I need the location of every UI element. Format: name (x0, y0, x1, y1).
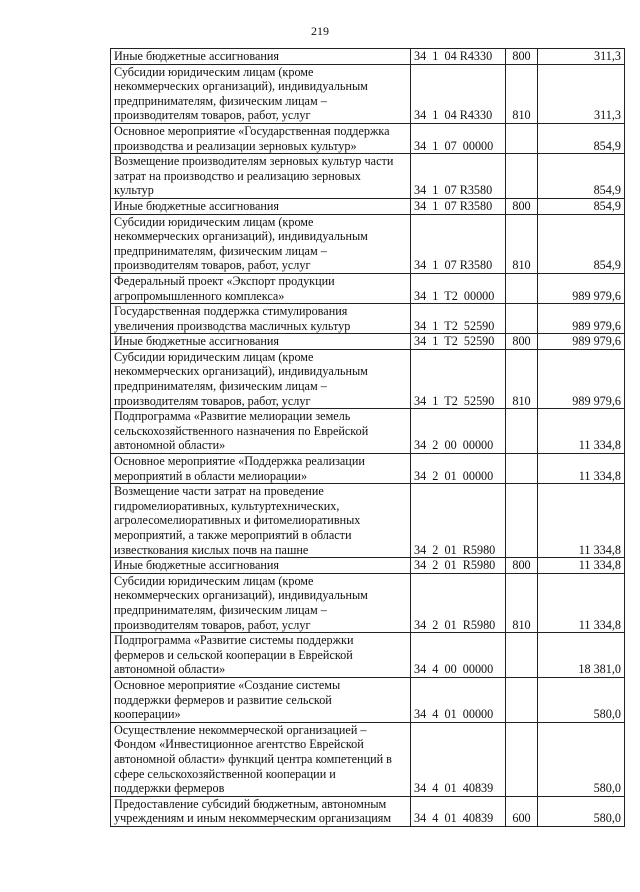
row-name-line: производителям товаров, работ, услуг (114, 258, 311, 273)
row-name-line: Возмещение части затрат на проведение (114, 484, 324, 499)
row-expense-type-cell: 600 (506, 796, 538, 826)
row-code-cell: 34 2 00 00000 (411, 409, 506, 454)
row-name-line: гидромелиоративных, культуртехнических, (114, 498, 340, 513)
row-name-cell (111, 154, 411, 199)
row-sum-cell: 580,0 (538, 796, 625, 826)
row-name-line: Субсидии юридическим лицам (кроме (114, 349, 314, 364)
table-row (111, 304, 625, 334)
row-name-line: автономной области» (114, 662, 226, 677)
row-expense-type-cell (506, 484, 538, 558)
row-name-cell (111, 796, 411, 826)
row-sum-cell: 854,9 (538, 123, 625, 153)
table-row (111, 573, 625, 632)
row-name-cell (111, 214, 411, 273)
row-name-cell (111, 304, 411, 334)
row-sum-cell: 18 381,0 (538, 633, 625, 678)
row-sum-cell: 989 979,6 (538, 349, 625, 408)
row-name-line: культур (114, 183, 154, 198)
row-name-line: мероприятий, а также мероприятий в области (114, 528, 352, 542)
row-name-line: затрат на производство и реализацию зерновых (114, 168, 361, 183)
row-name-line: Предоставление субсидий бюджетным, автономным (114, 796, 387, 811)
row-name-line: Осуществление некоммерческой организацией – (114, 722, 367, 737)
row-code-cell: 34 1 T2 52590 (411, 349, 506, 408)
row-name-line: предпринимателям, физическим лицам – (114, 379, 327, 394)
row-name-line: Основное мероприятие «Поддержка реализации (114, 454, 365, 469)
budget-table-body (111, 49, 625, 827)
table-row (111, 273, 625, 303)
row-name-line: фермеров и сельской кооперации в Еврейской (114, 647, 353, 662)
row-name-line: Федеральный проект «Экспорт продукции (114, 273, 335, 288)
row-name-line: Иные бюджетные ассигнования (114, 334, 280, 349)
row-code-cell: 34 2 01 R5980 (411, 573, 506, 632)
row-code-cell: 34 4 00 00000 (411, 633, 506, 678)
row-expense-type-cell: 800 (506, 198, 538, 214)
table-row (111, 796, 625, 826)
row-sum-cell: 854,9 (538, 214, 625, 273)
row-sum-cell: 580,0 (538, 677, 625, 722)
row-name-line: некоммерческих организаций), индивидуальным (114, 229, 368, 244)
row-name-line: учреждениям и иным некоммерческим организациям (114, 811, 392, 826)
row-code-cell: 34 4 01 00000 (411, 677, 506, 722)
row-expense-type-cell: 800 (506, 558, 538, 574)
row-code-cell: 34 2 01 R5980 (411, 484, 506, 558)
row-name-line: Основное мероприятие «Государственная поддержка (114, 123, 390, 138)
row-expense-type-cell (506, 677, 538, 722)
row-name-cell (111, 633, 411, 678)
table-row (111, 49, 625, 65)
row-name-cell (111, 334, 411, 350)
row-code-cell: 34 4 01 40839 (411, 722, 506, 796)
row-sum-cell: 989 979,6 (538, 273, 625, 303)
row-expense-type-cell (506, 123, 538, 153)
row-expense-type-cell: 810 (506, 573, 538, 632)
table-row (111, 633, 625, 678)
row-sum-cell: 989 979,6 (538, 334, 625, 350)
row-name-cell (111, 198, 411, 214)
row-name-line: Иные бюджетные ассигнования (114, 198, 280, 213)
row-name-line: агропромышленного комплекса» (114, 288, 285, 303)
row-code-cell: 34 2 01 R5980 (411, 558, 506, 574)
row-expense-type-cell: 800 (506, 334, 538, 350)
row-sum-cell: 580,0 (538, 722, 625, 796)
row-expense-type-cell: 810 (506, 349, 538, 408)
budget-table (110, 48, 625, 827)
row-code-cell: 34 1 07 00000 (411, 123, 506, 153)
row-code-cell: 34 1 04 R4330 (411, 64, 506, 123)
row-name-line: увеличения производства масличных культур (114, 318, 351, 333)
row-name-cell (111, 123, 411, 153)
row-name-line: предпринимателям, физическим лицам – (114, 602, 327, 617)
row-name-cell (111, 558, 411, 574)
row-name-line: Иные бюджетные ассигнования (114, 49, 280, 63)
row-code-cell: 34 1 T2 52590 (411, 334, 506, 350)
row-name-line: некоммерческих организаций), индивидуальным (114, 364, 368, 379)
table-row (111, 484, 625, 558)
table-row (111, 214, 625, 273)
row-name-cell (111, 349, 411, 408)
row-name-line: известкования кислых почв на пашне (114, 542, 309, 557)
row-name-line: предпринимателям, физическим лицам – (114, 243, 327, 258)
row-name-line: автономной области» (114, 438, 226, 453)
row-sum-cell: 11 334,8 (538, 484, 625, 558)
row-name-line: производства и реализации зерновых культур» (114, 138, 357, 153)
row-name-cell (111, 49, 411, 65)
row-name-line: Возмещение производителям зерновых культур части (114, 154, 394, 169)
table-row (111, 123, 625, 153)
row-sum-cell: 11 334,8 (538, 409, 625, 454)
row-code-cell: 34 1 T2 00000 (411, 273, 506, 303)
row-expense-type-cell (506, 454, 538, 484)
table-row (111, 198, 625, 214)
row-name-line: Подпрограмма «Развитие мелиорации земель (114, 409, 351, 424)
row-expense-type-cell (506, 633, 538, 678)
row-name-line: агролесомелиоративных и фитомелиоративных (114, 513, 361, 528)
row-name-line: поддержки фермеров (114, 781, 225, 796)
row-expense-type-cell (506, 722, 538, 796)
row-name-line: кооперации» (114, 707, 181, 722)
row-expense-type-cell (506, 304, 538, 334)
row-name-line: Субсидии юридическим лицам (кроме (114, 64, 314, 79)
row-code-cell: 34 1 07 R3580 (411, 214, 506, 273)
row-code-cell: 34 2 01 00000 (411, 454, 506, 484)
row-expense-type-cell (506, 409, 538, 454)
row-code-cell: 34 1 07 R3580 (411, 154, 506, 199)
table-row (111, 64, 625, 123)
row-name-line: Основное мероприятие «Создание системы (114, 677, 341, 692)
row-name-line: производителям товаров, работ, услуг (114, 393, 311, 408)
row-name-cell (111, 677, 411, 722)
row-sum-cell: 11 334,8 (538, 558, 625, 574)
row-name-cell (111, 454, 411, 484)
table-row (111, 722, 625, 796)
row-name-cell (111, 64, 411, 123)
row-sum-cell: 989 979,6 (538, 304, 625, 334)
row-sum-cell: 854,9 (538, 198, 625, 214)
row-sum-cell: 11 334,8 (538, 454, 625, 484)
row-name-line: некоммерческих организаций), индивидуальным (114, 588, 368, 603)
row-sum-cell: 311,3 (538, 49, 625, 65)
row-code-cell: 34 1 T2 52590 (411, 304, 506, 334)
row-name-line: некоммерческих организаций), индивидуальным (114, 79, 368, 94)
row-name-cell (111, 409, 411, 454)
row-name-cell (111, 573, 411, 632)
row-expense-type-cell: 800 (506, 49, 538, 65)
row-code-cell: 34 1 04 R4330 (411, 49, 506, 65)
row-name-line: Подпрограмма «Развитие системы поддержки (114, 633, 354, 648)
row-name-line: Субсидии юридическим лицам (кроме (114, 573, 314, 588)
row-sum-cell: 11 334,8 (538, 573, 625, 632)
table-row (111, 677, 625, 722)
row-sum-cell: 854,9 (538, 154, 625, 199)
row-name-line: предпринимателям, физическим лицам – (114, 93, 327, 108)
row-expense-type-cell (506, 154, 538, 199)
row-name-cell (111, 722, 411, 796)
row-name-line: Государственная поддержка стимулирования (114, 304, 348, 319)
row-sum-cell: 311,3 (538, 64, 625, 123)
row-name-line: поддержки фермеров и развитие сельской (114, 692, 332, 707)
row-name-line: сфере сельскохозяйственной кооперации и (114, 766, 336, 781)
row-name-line: автономной области» функций центра компетенций в (114, 751, 392, 766)
row-code-cell: 34 4 01 40839 (411, 796, 506, 826)
table-row (111, 558, 625, 574)
row-name-line: производителям товаров, работ, услуг (114, 108, 311, 123)
row-name-cell (111, 273, 411, 303)
table-row (111, 334, 625, 350)
row-name-line: производителям товаров, работ, услуг (114, 617, 311, 632)
row-expense-type-cell: 810 (506, 214, 538, 273)
row-expense-type-cell: 810 (506, 64, 538, 123)
row-name-cell (111, 484, 411, 558)
row-name-line: Иные бюджетные ассигнования (114, 558, 280, 573)
table-row (111, 409, 625, 454)
row-name-line: мероприятий в области мелиорации» (114, 468, 308, 483)
row-name-line: Субсидии юридическим лицам (кроме (114, 214, 314, 229)
table-row (111, 349, 625, 408)
table-row (111, 454, 625, 484)
row-name-line: сельскохозяйственного назначения по Еврейской (114, 423, 369, 438)
row-expense-type-cell (506, 273, 538, 303)
page-number: 219 (311, 24, 329, 38)
row-name-line: Фондом «Инвестиционное агентство Еврейской (114, 737, 364, 752)
table-row (111, 154, 625, 199)
row-code-cell: 34 1 07 R3580 (411, 198, 506, 214)
